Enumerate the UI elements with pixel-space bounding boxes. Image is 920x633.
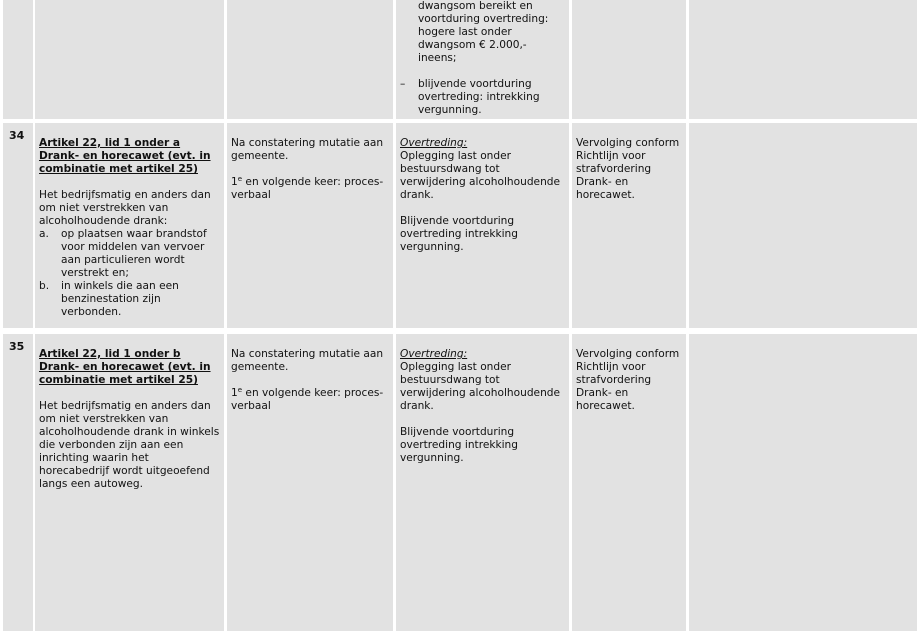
text-line: aan particulieren wordt: [61, 254, 185, 266]
text-line: om niet verstrekken van: [39, 202, 169, 214]
ordinal-suffix: e: [237, 386, 243, 394]
text-line: Vervolging conform: [576, 348, 680, 360]
article-description: [39, 400, 220, 491]
dash-marker: –: [400, 78, 406, 90]
text-line: dwangsom € 2.000,-: [418, 39, 527, 51]
top-row-col5-cell: [689, 0, 917, 119]
prosecution-cell: [572, 123, 686, 328]
text-line: gemeente.: [231, 150, 289, 162]
text-line: verbonden.: [61, 306, 122, 318]
text-line: overtreding intrekking: [400, 228, 518, 240]
text-line: Oplegging last onder: [400, 150, 511, 162]
top-row-col3-cell: [396, 0, 569, 119]
procedure-cell: [227, 334, 393, 631]
text-line: langs een autoweg.: [39, 478, 143, 490]
text-line: drank.: [400, 189, 434, 201]
text-line: verbaal: [231, 400, 271, 412]
list-marker: b.: [39, 280, 50, 292]
text-line: combinatie met artikel 25): [39, 374, 198, 386]
text-line: om niet verstrekken van: [39, 413, 169, 425]
text-line: Drank- en horecawet (evt. in: [39, 150, 211, 162]
text-line: bestuursdwang tot: [400, 163, 500, 175]
text-line: horecawet.: [576, 400, 635, 412]
top-row-article-cell: [35, 0, 224, 119]
text-line: Blijvende voortduring: [400, 215, 515, 227]
text-line: Artikel 22, lid 1 onder b: [39, 348, 181, 360]
ordinal-suffix: e: [237, 175, 243, 183]
list-item: [39, 228, 220, 280]
text-line: Oplegging last onder: [400, 361, 511, 373]
procedure-cell: [227, 123, 393, 328]
top-sanction-text: [396, 0, 569, 65]
text-line: strafvordering: [576, 374, 652, 386]
text-line: Na constatering mutatie aan: [231, 348, 384, 360]
text-line: alcoholhoudende drank:: [39, 215, 168, 227]
ordinal-number: 1: [231, 176, 238, 188]
ordinal-number: 1: [231, 387, 238, 399]
sanction-heading: Overtreding:: [400, 137, 468, 149]
text-line: vergunning.: [418, 104, 482, 116]
text-line: blijvende voortduring: [418, 78, 532, 90]
text-line: voor middelen van vervoer: [61, 241, 205, 253]
article-reference: [39, 137, 220, 176]
text-line: verwijdering alcoholhoudende: [400, 176, 561, 188]
text-line: vergunning.: [400, 241, 464, 253]
text-line: Vervolging conform: [576, 137, 680, 149]
sanction-cell: [396, 334, 569, 631]
text-line: inrichting waarin het: [39, 452, 149, 464]
text-line: verstrekt en;: [61, 267, 129, 279]
text-line: Het bedrijfsmatig en anders dan: [39, 400, 211, 412]
sanction-heading: Overtreding:: [400, 348, 468, 360]
text-line: gemeente.: [231, 361, 289, 373]
text-line: Na constatering mutatie aan: [231, 137, 384, 149]
top-row-col2-cell: [227, 0, 393, 119]
text-line: Drank- en: [576, 387, 629, 399]
row-number: 35: [3, 334, 33, 631]
prosecution-cell: [572, 334, 686, 631]
text-line: horecawet.: [576, 189, 635, 201]
list-item: [39, 280, 220, 319]
top-dash-item: [398, 78, 569, 117]
text-line: op plaatsen waar brandstof: [61, 228, 207, 240]
remarks-cell: [689, 334, 917, 631]
text-line: drank.: [400, 400, 434, 412]
text-line: Het bedrijfsmatig en anders dan: [39, 189, 211, 201]
text-line: hogere last onder: [418, 26, 512, 38]
text-line: ineens;: [418, 52, 457, 64]
text-line: benzinestation zijn: [61, 293, 161, 305]
ordinal-rest: en volgende keer: proces-: [242, 176, 384, 188]
text-line: alcoholhoudende drank in winkels: [39, 426, 220, 438]
text-line: strafvordering: [576, 163, 652, 175]
text-line: Richtlijn voor: [576, 150, 646, 162]
ordinal-rest: en volgende keer: proces-: [242, 387, 384, 399]
text-line: die verbonden zijn aan een: [39, 439, 184, 451]
text-line: horecabedrijf wordt uitgeoefend: [39, 465, 210, 477]
text-line: voortduring overtreding:: [418, 13, 549, 25]
text-line: Artikel 22, lid 1 onder a: [39, 137, 181, 149]
text-line: combinatie met artikel 25): [39, 163, 198, 175]
row-number: 34: [3, 123, 33, 328]
top-row-num-cell: [3, 0, 33, 119]
sanction-cell: [396, 123, 569, 328]
text-line: [231, 176, 389, 189]
text-line: vergunning.: [400, 452, 464, 464]
article-description: [39, 189, 220, 228]
text-line: [231, 387, 389, 400]
text-line: Drank- en horecawet (evt. in: [39, 361, 211, 373]
top-row-col4-cell: [572, 0, 686, 119]
text-line: in winkels die aan een: [61, 280, 179, 292]
text-line: Drank- en: [576, 176, 629, 188]
text-line: Blijvende voortduring: [400, 426, 515, 438]
article-cell: [35, 123, 224, 328]
text-line: dwangsom bereikt en: [418, 0, 533, 12]
text-line: overtreding intrekking: [400, 439, 518, 451]
remarks-cell: [689, 123, 917, 328]
text-line: verbaal: [231, 189, 271, 201]
text-line: overtreding: intrekking: [418, 91, 540, 103]
list-marker: a.: [39, 228, 49, 240]
text-line: bestuursdwang tot: [400, 374, 500, 386]
text-line: verwijdering alcoholhoudende: [400, 387, 561, 399]
article-cell: [35, 334, 224, 631]
text-line: Richtlijn voor: [576, 361, 646, 373]
article-reference: [39, 348, 220, 387]
